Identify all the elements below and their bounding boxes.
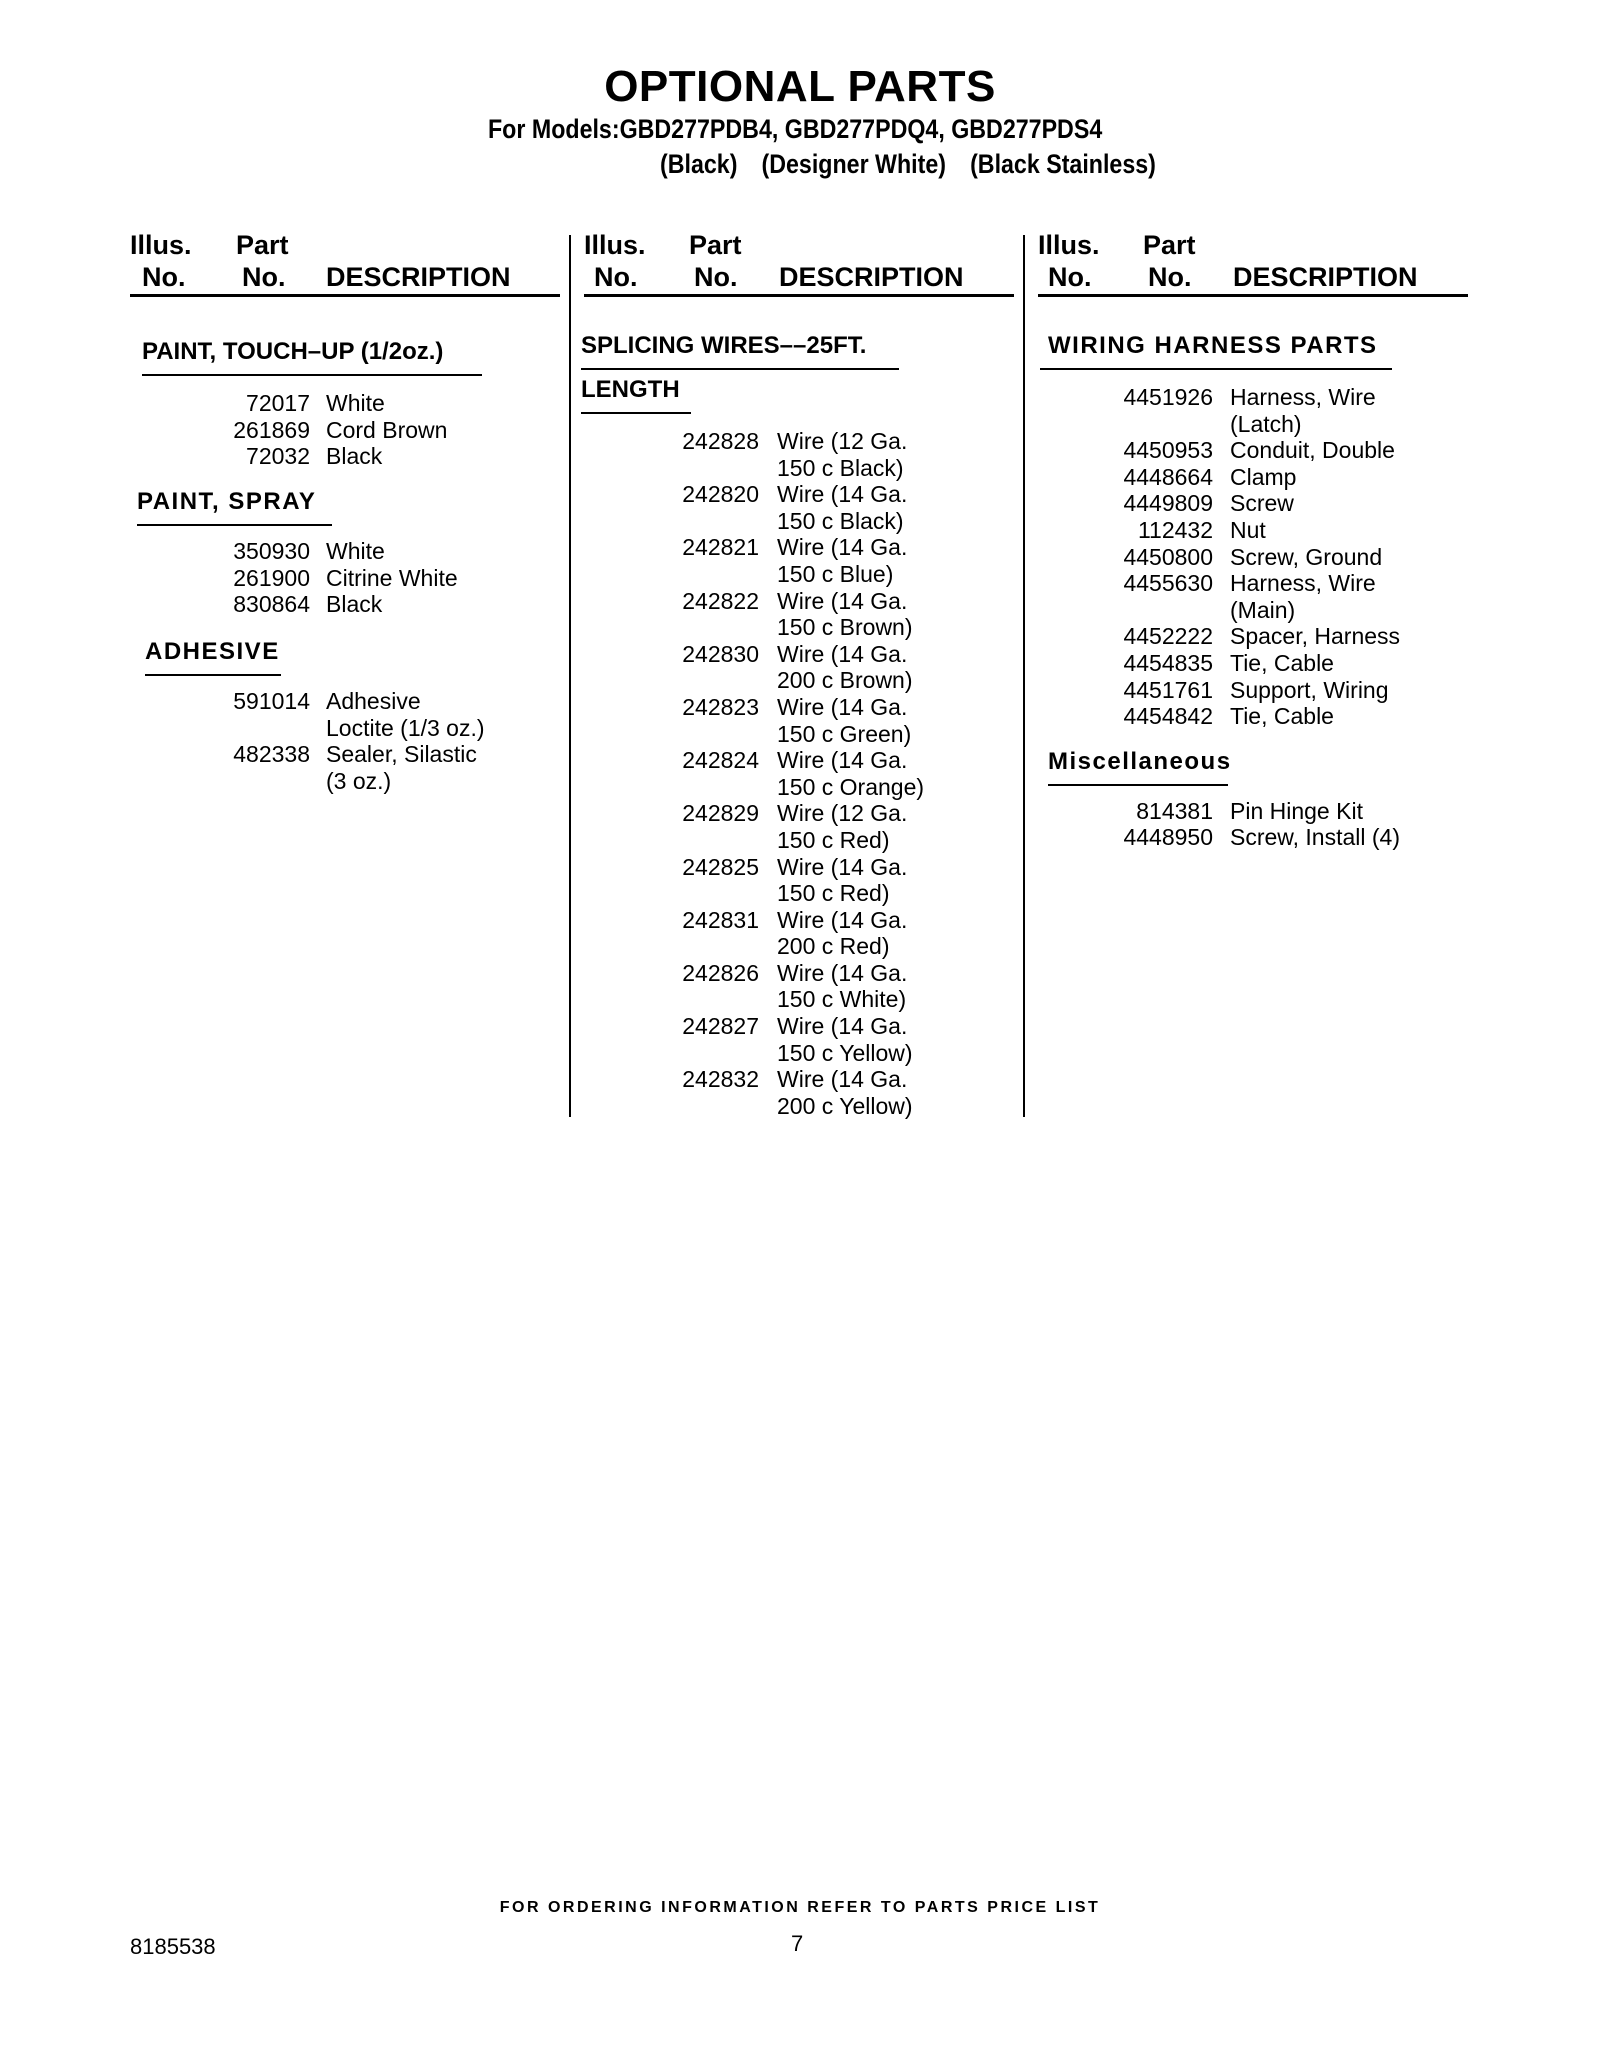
list-item: 261869 Cord Brown	[233, 416, 448, 443]
column-header	[1038, 230, 1468, 298]
section-rows	[584, 428, 1014, 1119]
column-header	[584, 230, 1014, 298]
list-item: 4454842 Tie, Cable	[1123, 703, 1334, 730]
list-item: 350930 White	[233, 538, 385, 564]
list-item: 4449809 Screw	[1123, 490, 1294, 517]
section-title: Miscellaneous	[1048, 748, 1478, 788]
list-item: 200 c Yellow)	[777, 1092, 913, 1119]
section-rows	[130, 688, 560, 798]
list-item: 242828 Wire (12 Ga.	[682, 428, 908, 454]
list-item: 242832 Wire (14 Ga.	[682, 1066, 908, 1093]
section-rows	[1038, 384, 1468, 730]
section-underline	[581, 412, 691, 414]
description-label: DESCRIPTION	[326, 262, 511, 292]
part-label: Part	[236, 230, 289, 260]
part-no-label: No.	[1148, 262, 1192, 292]
list-item: 150 c Black)	[777, 454, 904, 481]
list-item: 4455630 Harness, Wire	[1123, 570, 1376, 597]
list-item: 4448664 Clamp	[1123, 463, 1297, 490]
list-item: 200 c Red)	[777, 933, 890, 960]
list-item: Loctite (1/3 oz.)	[326, 714, 485, 741]
header-rule	[584, 294, 1014, 297]
header-rule	[1038, 294, 1468, 297]
list-item: 4448950 Screw, Install (4)	[1123, 824, 1400, 851]
section-rows	[130, 538, 560, 618]
list-item: (Latch)	[1230, 410, 1302, 437]
column-3	[1038, 230, 1468, 851]
list-item: 4450800 Screw, Ground	[1123, 543, 1383, 570]
list-item: 150 c Orange)	[777, 773, 925, 800]
list-item: 242825 Wire (14 Ga.	[682, 853, 908, 880]
column-2	[581, 230, 1014, 1119]
section-underline	[1040, 368, 1392, 370]
column-divider-2	[1023, 235, 1025, 1117]
list-item: 242820 Wire (14 Ga.	[682, 481, 908, 508]
description-label: DESCRIPTION	[779, 262, 964, 292]
column-1	[130, 230, 560, 798]
list-item: 242823 Wire (14 Ga.	[682, 693, 908, 720]
illus-label: Illus.	[1038, 230, 1100, 260]
illus-label: Illus.	[130, 230, 192, 260]
illus-no-label: No.	[594, 262, 638, 292]
list-item: 150 c Red)	[777, 826, 890, 853]
section-underline	[1048, 784, 1228, 786]
section-title: PAINT, SPRAY	[137, 488, 567, 528]
section-rows	[130, 390, 560, 470]
list-item: 242821 Wire (14 Ga.	[682, 534, 908, 561]
section-underline	[145, 674, 281, 676]
list-item: (Main)	[1230, 596, 1296, 623]
part-no-label: No.	[242, 262, 286, 292]
color-black: (Black)	[660, 149, 738, 179]
section-title: SPLICING WIRES––25FT.	[581, 332, 1011, 372]
list-item: 150 c Green)	[777, 720, 912, 747]
list-item: 242824 Wire (14 Ga.	[682, 747, 908, 774]
part-label: Part	[689, 230, 742, 260]
illus-no-label: No.	[142, 262, 186, 292]
list-item: 482338 Sealer, Silastic	[233, 741, 477, 768]
list-item: 4454835 Tie, Cable	[1123, 649, 1334, 676]
list-item: 150 c Black)	[777, 507, 904, 534]
list-item: 4451761 Support, Wiring	[1123, 676, 1389, 703]
section-underline	[142, 374, 482, 376]
list-item: 242827 Wire (14 Ga.	[682, 1013, 908, 1040]
section-title-continued: LENGTH	[581, 376, 1011, 416]
list-item: 112432 Nut	[1137, 516, 1266, 543]
list-item: 4451926 Harness, Wire	[1123, 384, 1376, 410]
description-label: DESCRIPTION	[1233, 262, 1418, 292]
list-item: 72032 Black	[246, 443, 383, 470]
color-black-stainless: (Black Stainless)	[970, 149, 1156, 179]
list-item: 4450953 Conduit, Double	[1123, 437, 1395, 464]
list-item: 150 c White)	[777, 986, 907, 1013]
model-colors	[660, 149, 1156, 180]
section-title: PAINT, TOUCH–UP (1/2oz.)	[142, 338, 572, 378]
list-item: 830864 Black	[233, 591, 383, 618]
part-no-label: No.	[694, 262, 738, 292]
list-item: 150 c Red)	[777, 880, 890, 907]
illus-label: Illus.	[584, 230, 646, 260]
list-item: 150 c Blue)	[777, 560, 894, 587]
section-title: ADHESIVE	[145, 638, 575, 678]
column-header	[130, 230, 560, 298]
section-rows	[1038, 798, 1468, 851]
list-item: 591014 Adhesive	[233, 688, 421, 714]
header-rule	[130, 294, 560, 297]
list-item: 242831 Wire (14 Ga.	[682, 906, 908, 933]
list-item: 200 c Brown)	[777, 667, 913, 694]
models-line: For Models:GBD277PDB4, GBD277PDQ4, GBD277PDS4	[488, 114, 1103, 144]
list-item: 242826 Wire (14 Ga.	[682, 959, 908, 986]
section-title: WIRING HARNESS PARTS	[1048, 332, 1478, 372]
list-item: (3 oz.)	[326, 767, 392, 794]
list-item: 814381 Pin Hinge Kit	[1136, 797, 1363, 824]
page-title: OPTIONAL PARTS	[604, 62, 996, 111]
list-item: 242822 Wire (14 Ga.	[682, 587, 908, 614]
list-item: 150 c Yellow)	[777, 1039, 913, 1066]
part-label: Part	[1143, 230, 1196, 260]
list-item: 4452222 Spacer, Harness	[1123, 623, 1401, 650]
illus-no-label: No.	[1048, 262, 1092, 292]
page-number: 7	[791, 1931, 804, 1956]
list-item: 150 c Brown)	[777, 614, 913, 641]
list-item: 242830 Wire (14 Ga.	[682, 640, 908, 667]
list-item: 242829 Wire (12 Ga.	[682, 800, 908, 827]
section-underline	[137, 524, 332, 526]
section-underline	[581, 368, 899, 370]
list-item: 72017 White	[246, 390, 385, 416]
ordering-note: FOR ORDERING INFORMATION REFER TO PARTS PRICE LIST	[499, 1899, 1101, 1916]
list-item: 261900 Citrine White	[233, 564, 458, 591]
document-number: 8185538	[130, 1934, 216, 1959]
color-designer-white: (Designer White)	[761, 149, 946, 179]
